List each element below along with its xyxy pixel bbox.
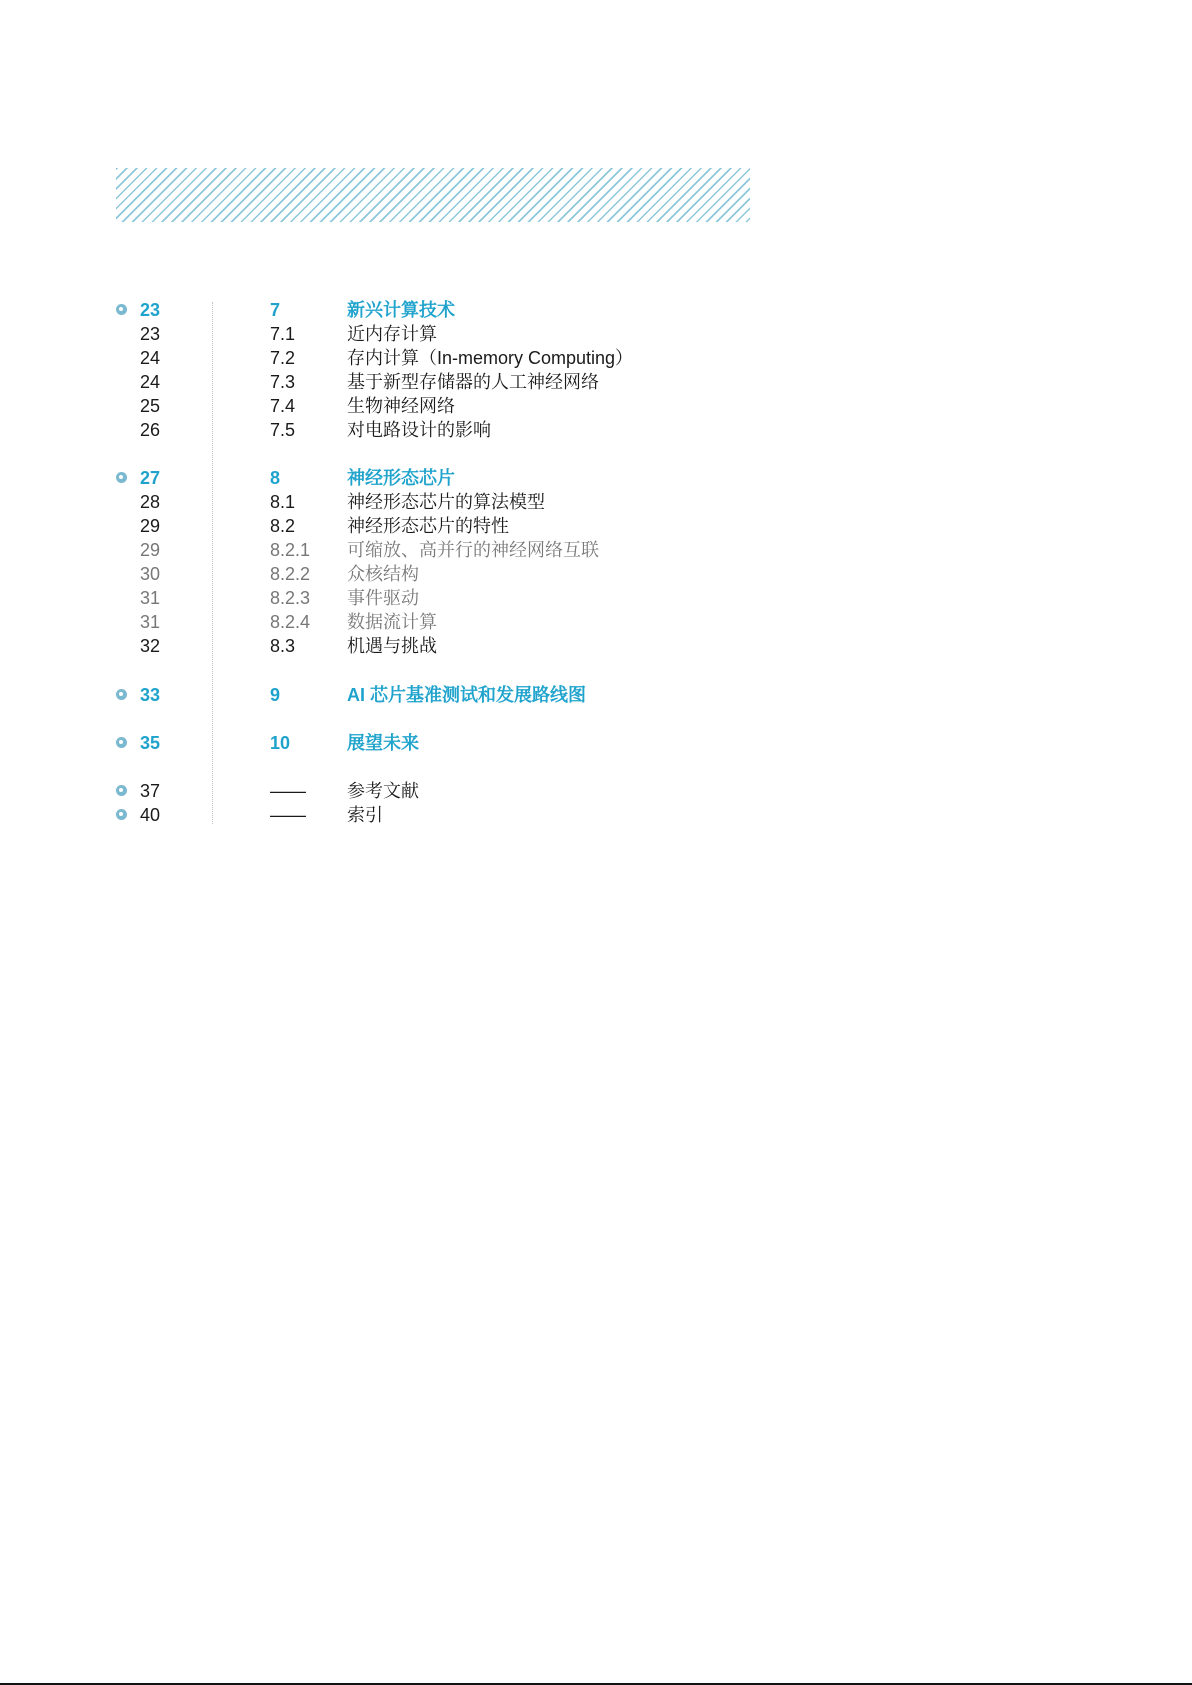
toc-entry-title: 近内存计算 bbox=[347, 324, 437, 344]
toc-entry-title: 参考文献 bbox=[347, 781, 419, 801]
toc-entry[interactable] bbox=[0, 490, 1192, 514]
toc-section-number: 9 bbox=[270, 685, 281, 705]
toc-section-number: 7.5 bbox=[270, 420, 296, 440]
toc-entry[interactable] bbox=[0, 466, 1192, 490]
toc-entry[interactable] bbox=[0, 562, 1192, 586]
toc-entry[interactable] bbox=[0, 803, 1192, 827]
page-marker-icon bbox=[116, 785, 127, 796]
toc-entry[interactable] bbox=[0, 634, 1192, 658]
toc-page-number: 37 bbox=[140, 781, 161, 801]
toc-section-number: 7.3 bbox=[270, 372, 296, 392]
toc-section-number: 8.1 bbox=[270, 492, 296, 512]
page-marker-icon bbox=[116, 472, 127, 483]
toc-entry-title: 展望未来 bbox=[347, 733, 419, 753]
toc-entry-title: 神经形态芯片的算法模型 bbox=[347, 492, 545, 512]
toc-section-number: 8.2.3 bbox=[270, 588, 311, 608]
toc-page-number: 35 bbox=[140, 733, 161, 753]
toc-page-number: 30 bbox=[140, 564, 161, 584]
toc-section-number: —— bbox=[270, 781, 306, 801]
toc-page-number: 31 bbox=[140, 612, 161, 632]
toc-entry[interactable] bbox=[0, 370, 1192, 394]
page-marker-icon bbox=[116, 689, 127, 700]
page-marker-icon bbox=[116, 737, 127, 748]
toc-section-number: 7 bbox=[270, 300, 281, 320]
toc-page-number: 23 bbox=[140, 300, 161, 320]
toc-section-number: —— bbox=[270, 805, 306, 825]
toc-entry[interactable] bbox=[0, 394, 1192, 418]
toc-section-number: 8.2.2 bbox=[270, 564, 311, 584]
toc-page-number: 29 bbox=[140, 516, 161, 536]
toc-entry-title: 存内计算（In-memory Computing） bbox=[347, 348, 634, 368]
toc-section-number: 8.2.1 bbox=[270, 540, 311, 560]
toc-page-number: 26 bbox=[140, 420, 161, 440]
toc-section-number: 10 bbox=[270, 733, 291, 753]
toc-entry[interactable] bbox=[0, 683, 1192, 707]
hatched-header-banner bbox=[116, 168, 750, 222]
toc-section-number: 7.2 bbox=[270, 348, 296, 368]
toc-entry[interactable] bbox=[0, 586, 1192, 610]
toc-page-number: 32 bbox=[140, 636, 161, 656]
page-marker-icon bbox=[116, 304, 127, 315]
toc-entry[interactable] bbox=[0, 610, 1192, 634]
toc-page-number: 33 bbox=[140, 685, 161, 705]
toc-entry[interactable] bbox=[0, 514, 1192, 538]
toc-entry-title: 神经形态芯片 bbox=[347, 468, 455, 488]
toc-entry-title: 基于新型存储器的人工神经网络 bbox=[347, 372, 599, 392]
toc-page-number: 29 bbox=[140, 540, 161, 560]
toc-entry-title: 神经形态芯片的特性 bbox=[347, 516, 509, 536]
toc-section-number: 7.1 bbox=[270, 324, 296, 344]
toc-entry-title: 可缩放、高并行的神经网络互联 bbox=[347, 540, 599, 560]
toc-entry-title: 索引 bbox=[347, 805, 383, 825]
toc-page-number: 23 bbox=[140, 324, 161, 344]
toc-entry[interactable] bbox=[0, 346, 1192, 370]
toc-section-number: 8.2.4 bbox=[270, 612, 311, 632]
toc-page-number: 25 bbox=[140, 396, 161, 416]
toc-page-number: 24 bbox=[140, 372, 161, 392]
toc-page-number: 31 bbox=[140, 588, 161, 608]
toc-entry-title: 机遇与挑战 bbox=[347, 636, 437, 656]
toc-entry[interactable] bbox=[0, 322, 1192, 346]
toc-section-number: 8 bbox=[270, 468, 281, 488]
toc-entry-title: 众核结构 bbox=[347, 564, 419, 584]
toc-section-number: 8.3 bbox=[270, 636, 296, 656]
toc-entry-title: 对电路设计的影响 bbox=[347, 420, 491, 440]
toc-page-number: 28 bbox=[140, 492, 161, 512]
toc-entry-title: 新兴计算技术 bbox=[347, 300, 455, 320]
toc-entry-title: 数据流计算 bbox=[347, 612, 437, 632]
page-marker-icon bbox=[116, 809, 127, 820]
toc-page-number: 24 bbox=[140, 348, 161, 368]
toc-entry[interactable] bbox=[0, 538, 1192, 562]
toc-page-number: 27 bbox=[140, 468, 161, 488]
toc-entry-title: 事件驱动 bbox=[347, 588, 419, 608]
toc-entry[interactable] bbox=[0, 298, 1192, 322]
toc-page-number: 40 bbox=[140, 805, 161, 825]
toc-section-number: 7.4 bbox=[270, 396, 296, 416]
toc-entry-title: 生物神经网络 bbox=[347, 396, 455, 416]
toc-entry[interactable] bbox=[0, 779, 1192, 803]
toc-entry[interactable] bbox=[0, 418, 1192, 442]
toc-entry-title: AI 芯片基准测试和发展路线图 bbox=[347, 685, 586, 705]
toc-entry[interactable] bbox=[0, 731, 1192, 755]
toc-section-number: 8.2 bbox=[270, 516, 296, 536]
